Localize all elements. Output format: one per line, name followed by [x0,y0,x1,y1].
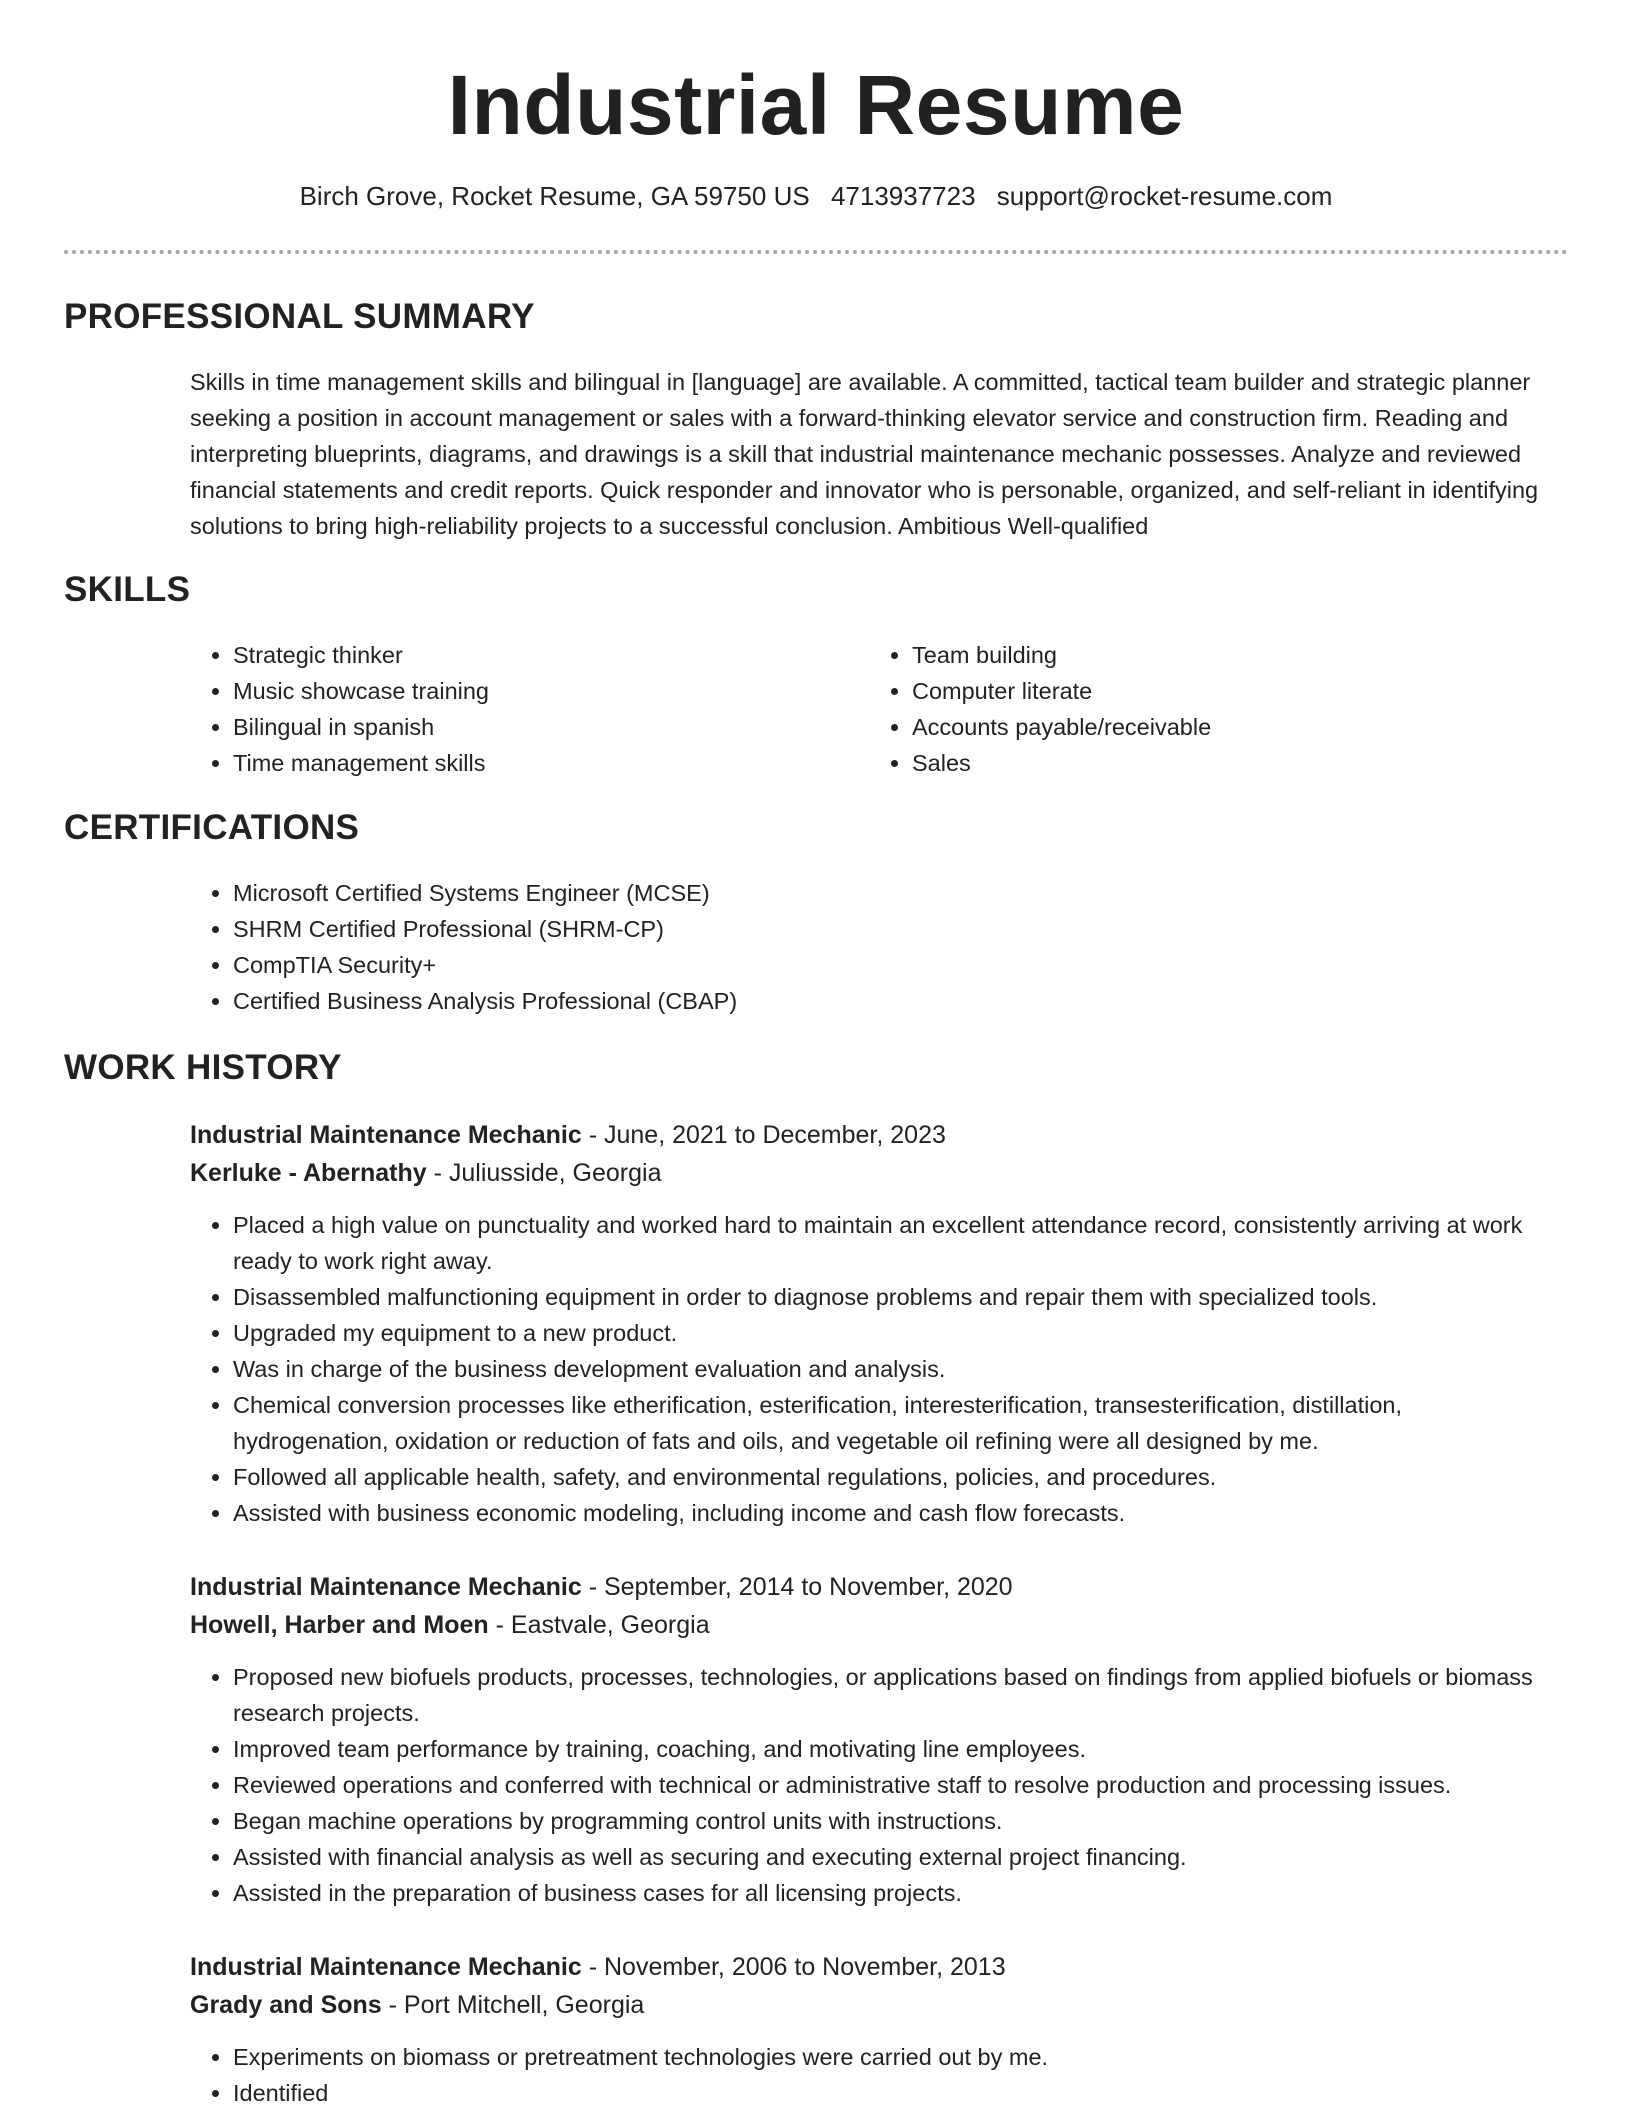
job-bullet: • Identified [233,2075,1548,2111]
skill-item: • Accounts payable/receivable [912,709,1548,745]
job-bullet: • Assisted with business economic modeling, including income and cash flow forecasts. [233,1495,1548,1531]
job-bullet: • Assisted in the preparation of business cases for all licensing projects. [233,1875,1548,1911]
job-dates: - November, 2006 to November, 2013 [581,1953,1006,1981]
job-company-line [190,1154,1548,1192]
job-bullet: • Followed all applicable health, safety, and environmental regulations, policies, and procedures. [233,1459,1548,1495]
job-location: - Eastvale, Georgia [488,1611,710,1639]
job-bullet: • Disassembled malfunctioning equipment in order to diagnose problems and repair them with specialized tools. [233,1279,1548,1315]
job-role-line [190,1568,1548,1606]
skill-item: • Time management skills [233,745,869,781]
skill-item: • Bilingual in spanish [233,709,869,745]
job-role: Industrial Maintenance Mechanic [190,1573,582,1601]
summary-section [190,364,1548,544]
job-entry [190,1568,1548,1911]
skill-item: • Computer literate [912,673,1548,709]
header-divider [64,250,1568,254]
job-bullet: • Placed a high value on punctuality and worked hard to maintain an excellent attendance record, consistently arriving at work ready to work right away. [233,1207,1548,1279]
job-company: Grady and Sons [190,1991,382,2019]
certifications-title: CERTIFICATIONS [64,808,360,847]
skills-list-right [869,637,1548,781]
skill-item: • Strategic thinker [233,637,869,673]
job-location: - Juliusside, Georgia [426,1159,662,1187]
job-role: Industrial Maintenance Mechanic [190,1121,582,1149]
job-bullet: • Improved team performance by training, coaching, and motivating line employees. [233,1731,1548,1767]
skill-item: • Music showcase training [233,673,869,709]
skills-title: SKILLS [64,570,191,609]
job-location: - Port Mitchell, Georgia [381,1991,645,2019]
skills-section [190,637,1548,781]
certifications-list [190,875,1548,1019]
job-company-line [190,1986,1548,2024]
job-bullets [190,2039,1548,2111]
job-company: Kerluke - Abernathy [190,1159,427,1187]
contact-phone: 4713937723 [830,181,976,211]
certification-item: • SHRM Certified Professional (SHRM-CP) [233,911,1548,947]
job-dates: - September, 2014 to November, 2020 [581,1573,1013,1601]
job-bullets [190,1207,1548,1531]
job-role-line [190,1116,1548,1154]
job-company: Howell, Harber and Moen [190,1611,489,1639]
certification-item: • CompTIA Security+ [233,947,1548,983]
certifications-section [190,875,1548,1019]
skill-item: • Sales [912,745,1548,781]
contact-line [0,181,1632,212]
job-entry [190,1116,1548,1531]
certification-item: • Microsoft Certified Systems Engineer (MCSE) [233,875,1548,911]
summary-text: Skills in time management skills and bilingual in [language] are available. A committed, tactical team builder and strategic planner seeking a position in account management or sales with a forward-thinking elevator service and construction firm. Reading and interpreting blueprints, diagrams, and drawings is a skill that industrial maintenance mechanic possesses. Analyze and reviewed financial statements and credit reports. Quick responder and innovator who is personable, organized, and self-reliant in identifying solutions to bring high-reliability projects to a successful conclusion. Ambitious Well-qualified [190,369,1539,539]
certification-item: • Certified Business Analysis Professional (CBAP) [233,983,1548,1019]
job-bullet: • Began machine operations by programming control units with instructions. [233,1803,1548,1839]
job-bullet: • Was in charge of the business development evaluation and analysis. [233,1351,1548,1387]
job-bullet: • Chemical conversion processes like etherification, esterification, interesterification, transesterification, distillation, hydrogenation, oxidation or reduction of fats and oils, and vegetable oil refining were all designed by me. [233,1387,1548,1459]
job-role-line [190,1948,1548,1986]
work-history-title: WORK HISTORY [64,1048,342,1087]
job-entry [190,1948,1548,2111]
skills-list-left [190,637,869,781]
job-bullet: • Upgraded my equipment to a new product. [233,1315,1548,1351]
job-bullets [190,1659,1548,1911]
job-bullet: • Proposed new biofuels products, processes, technologies, or applications based on findings from applied biofuels or biomass research projects. [233,1659,1548,1731]
skill-item: • Team building [912,637,1548,673]
job-role: Industrial Maintenance Mechanic [190,1953,582,1981]
job-company-line [190,1606,1548,1644]
contact-email: support@rocket-resume.com [996,181,1333,211]
job-bullet: • Reviewed operations and conferred with technical or administrative staff to resolve production and processing issues. [233,1767,1548,1803]
job-dates: - June, 2021 to December, 2023 [581,1121,946,1149]
job-bullet: • Experiments on biomass or pretreatment technologies were carried out by me. [233,2039,1548,2075]
job-bullet: • Assisted with financial analysis as well as securing and executing external project financing. [233,1839,1548,1875]
contact-address: Birch Grove, Rocket Resume, GA 59750 US [299,181,810,211]
summary-title: PROFESSIONAL SUMMARY [64,297,535,336]
resume-name: Industrial Resume [447,58,1185,152]
